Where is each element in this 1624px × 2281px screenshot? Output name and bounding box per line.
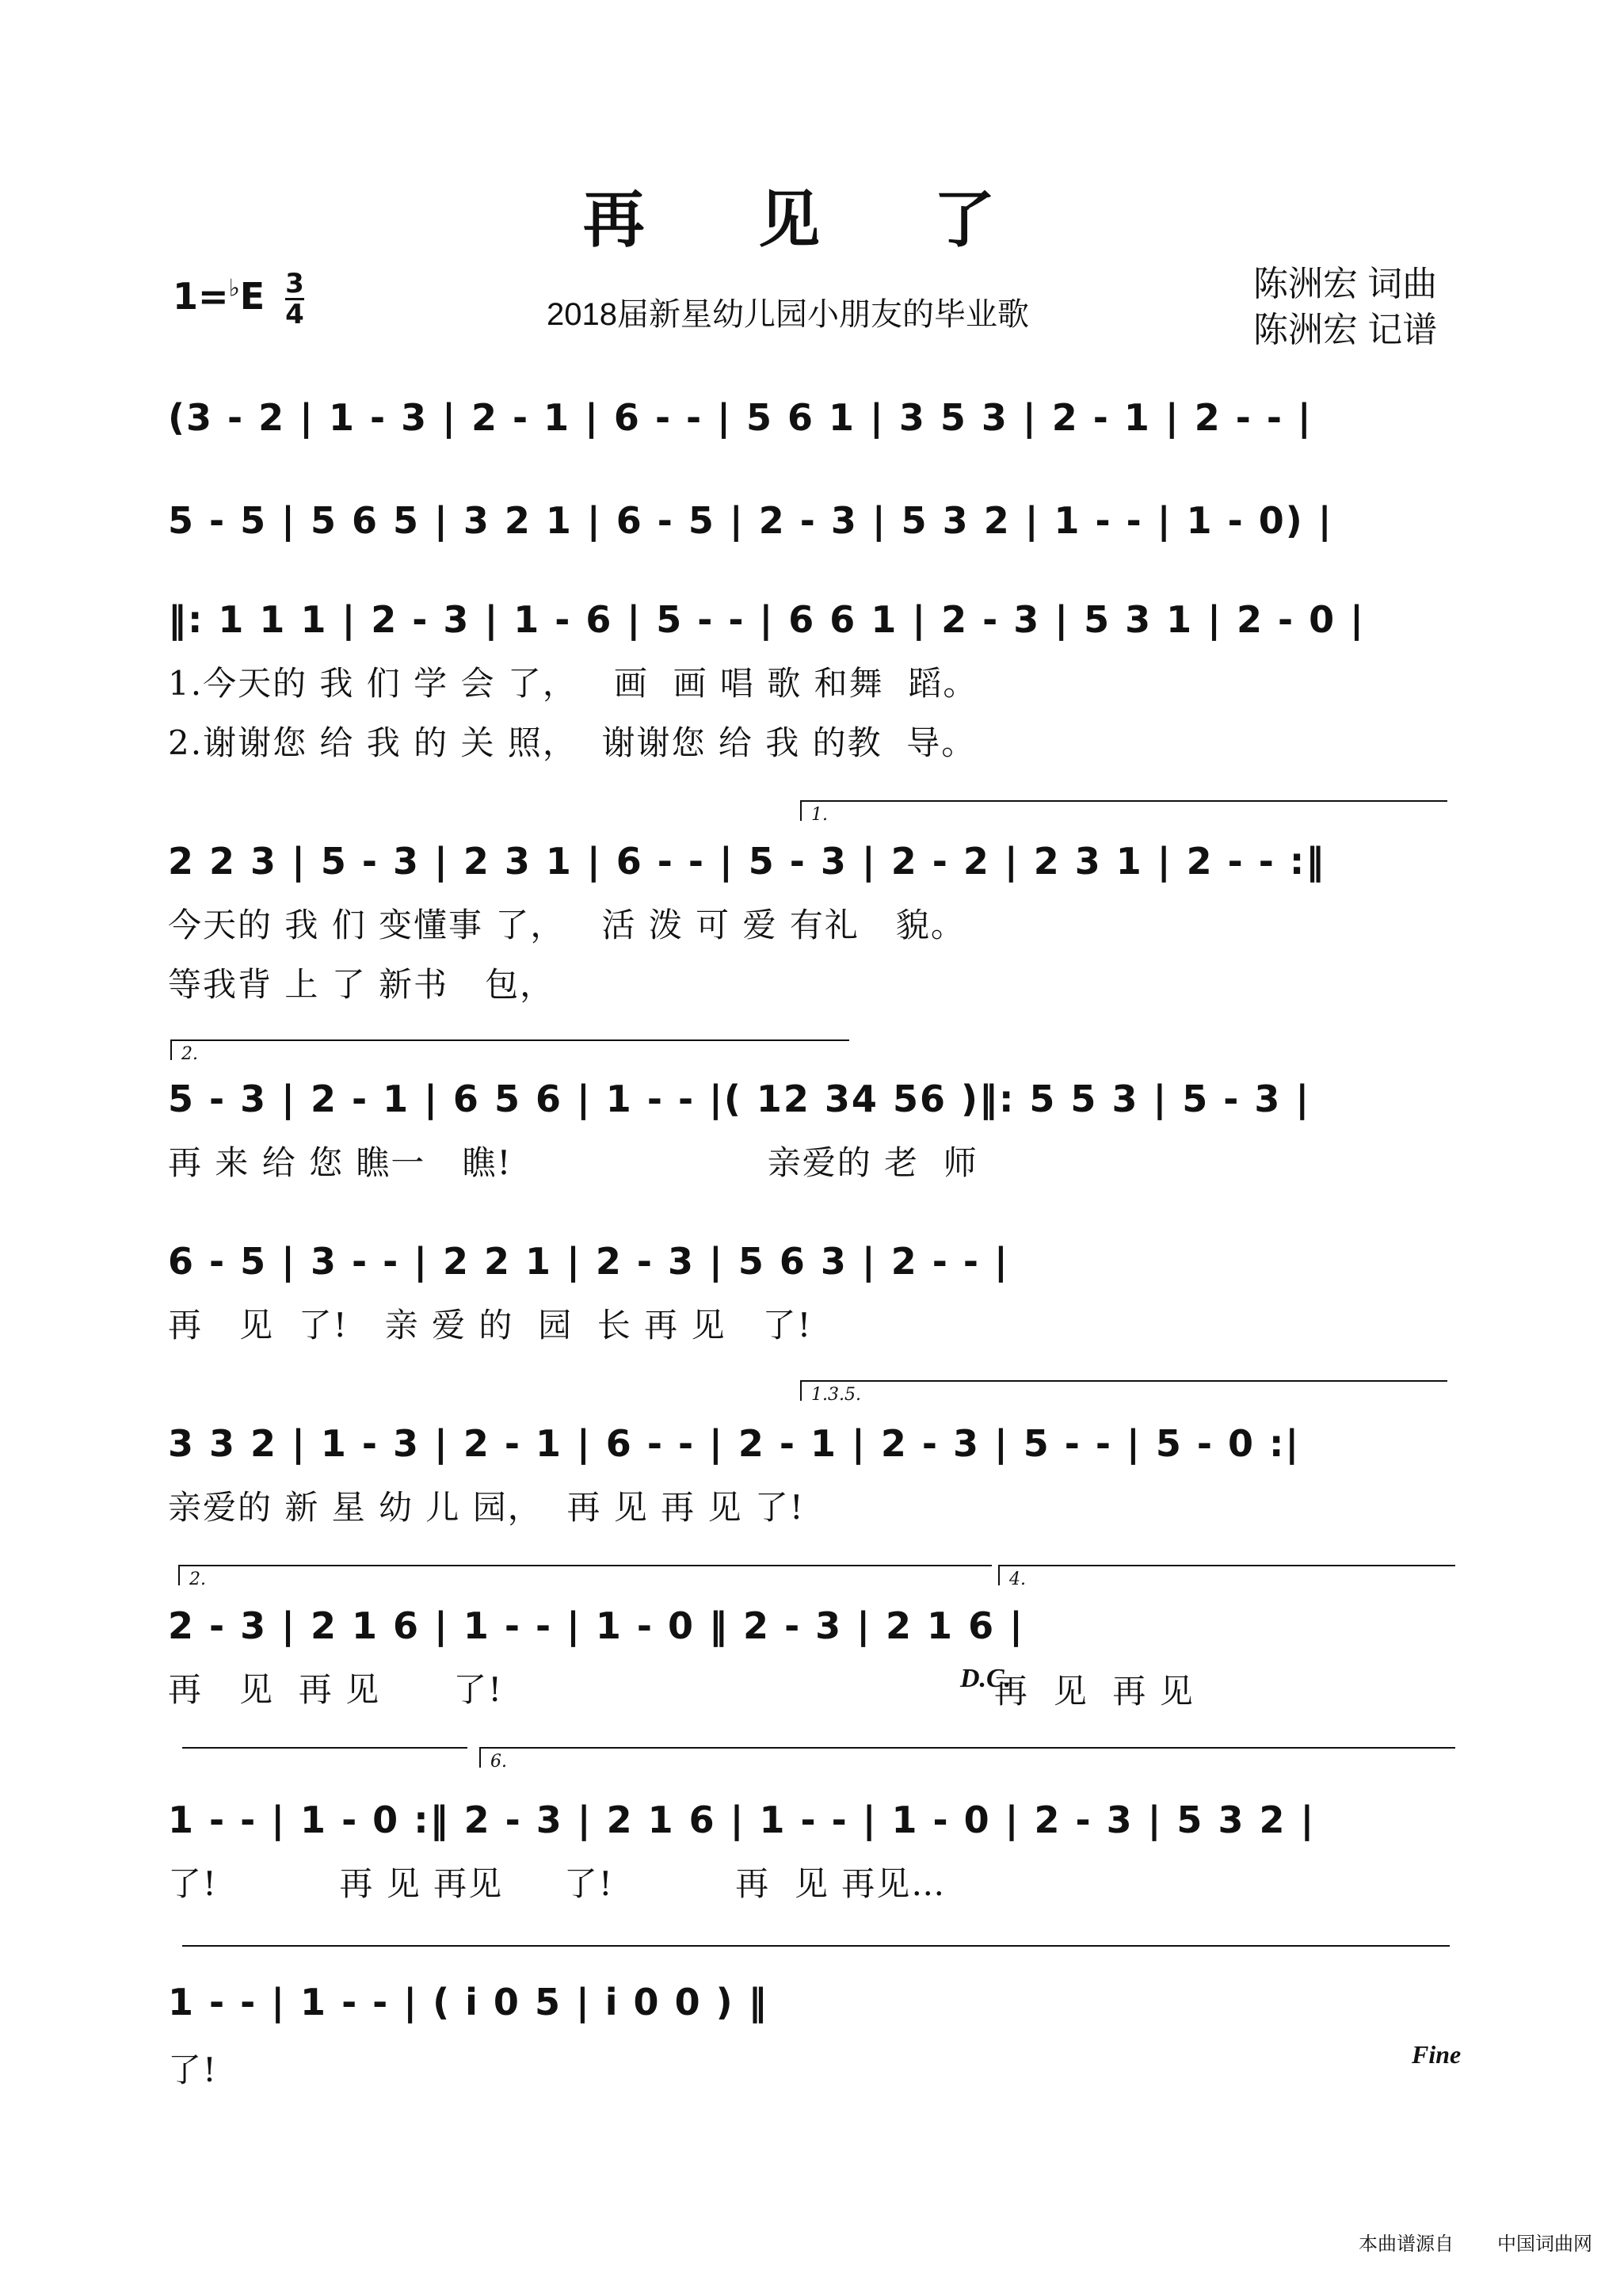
volta-label: 1.3.5.: [811, 1385, 861, 1405]
system-5-lyric-1: 再 来 给 您 瞧一 瞧! 亲爱的 老 师: [168, 1143, 978, 1182]
volta-label: 1.: [811, 805, 828, 825]
credit-transcriber: 陈洲宏 记谱: [1253, 311, 1438, 349]
footer-site-link[interactable]: 中国词曲网: [1497, 2233, 1592, 2255]
system-8-notes: 2 - 3 | 2 1 6 | 1 - - | 1 - 0 ‖ 2 - 3 | 2 1 6 |: [168, 1604, 1024, 1647]
system-4-lyric-1: 今天的 我 们 变懂事 了， 活 泼 可 爱 有礼 貌。: [168, 906, 966, 944]
da-capo-mark: D.C.: [960, 1664, 1012, 1693]
time-signature: [285, 269, 304, 329]
system-8-lyric-1: 再 见 再 见 了!: [168, 1670, 504, 1709]
flat-sign: ♭: [228, 274, 240, 303]
volta-label: 2.: [181, 1044, 198, 1064]
page-title: 再 见 了: [582, 184, 1042, 256]
volta-bracket: [479, 1747, 1455, 1772]
key-prefix: 1=: [173, 275, 229, 318]
system-2-notes: 5 - 5 | 5 6 5 | 3 2 1 | 6 - 5 | 2 - 3 | 5 3 2 | 1 - - | 1 - 0) |: [168, 499, 1333, 542]
volta-label: 2.: [189, 1570, 206, 1589]
system-3-notes: ‖: 1 1 1 | 2 - 3 | 1 - 6 | 5 - - | 6 6 1 | 2 - 3 | 5 3 1 | 2 - 0 |: [168, 598, 1365, 641]
time-bottom: 4: [285, 299, 304, 330]
system-10-lyric-1: 了!: [168, 2050, 218, 2089]
volta-label: 6.: [490, 1752, 507, 1772]
volta-bracket: [170, 1039, 849, 1064]
system-3-lyric-2: 2.谢谢您 给 我 的 关 照， 谢谢您 给 我 的教 导。: [168, 723, 977, 762]
system-1-notes: (3 - 2 | 1 - 3 | 2 - 1 | 6 - - | 5 6 1 | 3 5 3 | 2 - 1 | 2 - - |: [168, 396, 1313, 439]
volta-bracket-end: [182, 1945, 1450, 1966]
system-10-notes: 1 - - | 1 - - | ( i 0 5 | i 0 0 ) ‖: [168, 1981, 768, 2024]
subtitle: 2018届新星幼儿园小朋友的毕业歌: [547, 297, 1029, 332]
system-6-notes: 6 - 5 | 3 - - | 2 2 1 | 2 - 3 | 5 6 3 | 2 - - |: [168, 1240, 1009, 1283]
volta-bracket: [800, 1380, 1447, 1405]
system-9-lyric-1: 了! 再 见 再见 了! 再 见 再见…: [168, 1864, 947, 1903]
volta-bracket: [998, 1565, 1455, 1589]
volta-label: 4.: [1009, 1570, 1026, 1589]
system-7-lyric-1: 亲爱的 新 星 幼 儿 园， 再 见 再 见 了!: [168, 1488, 805, 1527]
system-9-notes: 1 - - | 1 - 0 :‖ 2 - 3 | 2 1 6 | 1 - - | 1 - 0 | 2 - 3 | 5 3 2 |: [168, 1798, 1316, 1841]
system-5-notes: 5 - 3 | 2 - 1 | 6 5 6 | 1 - - |( 12 34 56 )‖: 5 5 3 | 5 - 3 |: [168, 1078, 1311, 1120]
credits: [1253, 261, 1437, 353]
system-7-notes: 3 3 2 | 1 - 3 | 2 - 1 | 6 - - | 2 - 1 | 2 - 3 | 5 - - | 5 - 0 :|: [168, 1422, 1301, 1465]
system-4-notes: 2 2 3 | 5 - 3 | 2 3 1 | 6 - - | 5 - 3 | 2 - 2 | 2 3 1 | 2 - - :‖: [168, 840, 1326, 883]
volta-bracket: [178, 1565, 992, 1589]
volta-bracket: [800, 800, 1447, 825]
system-3-lyric-1: 1.今天的 我 们 学 会 了， 画 画 唱 歌 和舞 蹈。: [168, 664, 978, 703]
system-8-lyric-2: 再 见 再 见: [994, 1672, 1195, 1711]
credit-composer: 陈洲宏 词曲: [1253, 265, 1438, 303]
footer-source: 本曲谱源自: [1359, 2233, 1454, 2255]
key-note: E: [239, 275, 265, 318]
key-signature: [173, 269, 304, 329]
system-4-lyric-2: 等我背 上 了 新书 包，: [168, 965, 555, 1004]
volta-bracket-end: [182, 1747, 467, 1768]
fine-mark: Fine: [1412, 2040, 1462, 2069]
system-6-lyric-1: 再 见 了! 亲 爱 的 园 长 再 见 了!: [168, 1306, 813, 1345]
time-top: 3: [285, 268, 304, 299]
